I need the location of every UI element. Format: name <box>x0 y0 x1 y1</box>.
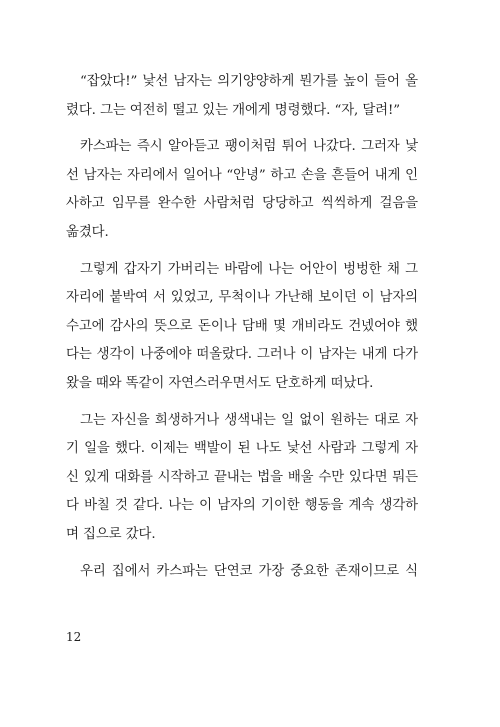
text-line: 카스파는 즉시 알아듣고 팽이처럼 튀어 나갔다. 그러자 낯 <box>80 139 418 155</box>
text-line: 다는 생각이 나중에야 떠올랐다. 그러나 이 남자는 내게 다가 <box>66 347 418 363</box>
text-line: 선 남자는 자리에서 일어나 “안녕” 하고 손을 흔들어 내게 인 <box>66 167 418 183</box>
text-line: 다 바칠 것 같다. 나는 이 남자의 기이한 행동을 계속 생각하 <box>66 498 418 514</box>
text-line: 신 있게 대화를 시작하고 끝내는 법을 배울 수만 있다면 뭐든 <box>66 469 418 485</box>
text-line: 자리에 붙박여 서 있었고, 무척이나 가난해 보이던 이 남자의 <box>66 290 418 306</box>
text-line: “잡았다!” 낯선 남자는 의기양양하게 뭔가를 높이 들어 올 <box>80 74 418 89</box>
paragraph-4 <box>66 407 418 550</box>
page-number: 12 <box>66 630 82 644</box>
text-line: 그는 자신을 희생하거나 생색내는 일 없이 원하는 대로 자 <box>80 412 418 428</box>
paragraph-3 <box>66 256 418 399</box>
text-line: 옮겼다. <box>66 224 109 240</box>
paragraph-5 <box>66 558 418 587</box>
text-line: 며 집으로 갔다. <box>66 526 156 542</box>
paragraph-1 <box>66 68 418 125</box>
text-line: 사하고 임무를 완수한 사람처럼 당당하고 씩씩하게 걸음을 <box>66 196 418 212</box>
paragraph-2 <box>66 133 418 247</box>
text-line: 기 일을 했다. 이제는 백발이 된 나도 낯선 사람과 그렇게 자 <box>66 441 418 457</box>
text-line: 수고에 감사의 뜻으로 돈이나 담배 몇 개비라도 건넸어야 했 <box>66 318 418 334</box>
body-text <box>66 68 418 594</box>
text-line: 왔을 때와 똑같이 자연스러우면서도 단호하게 떠났다. <box>66 375 374 391</box>
text-line: 렸다. 그는 여전히 떨고 있는 개에게 명령했다. “자, 달려!” <box>66 102 401 118</box>
text-line: 우리 집에서 카스파는 단연코 가장 중요한 존재이므로 식 <box>80 563 418 579</box>
text-line: 그렇게 갑자기 가버리는 바람에 나는 어안이 벙벙한 채 그 <box>80 261 418 277</box>
